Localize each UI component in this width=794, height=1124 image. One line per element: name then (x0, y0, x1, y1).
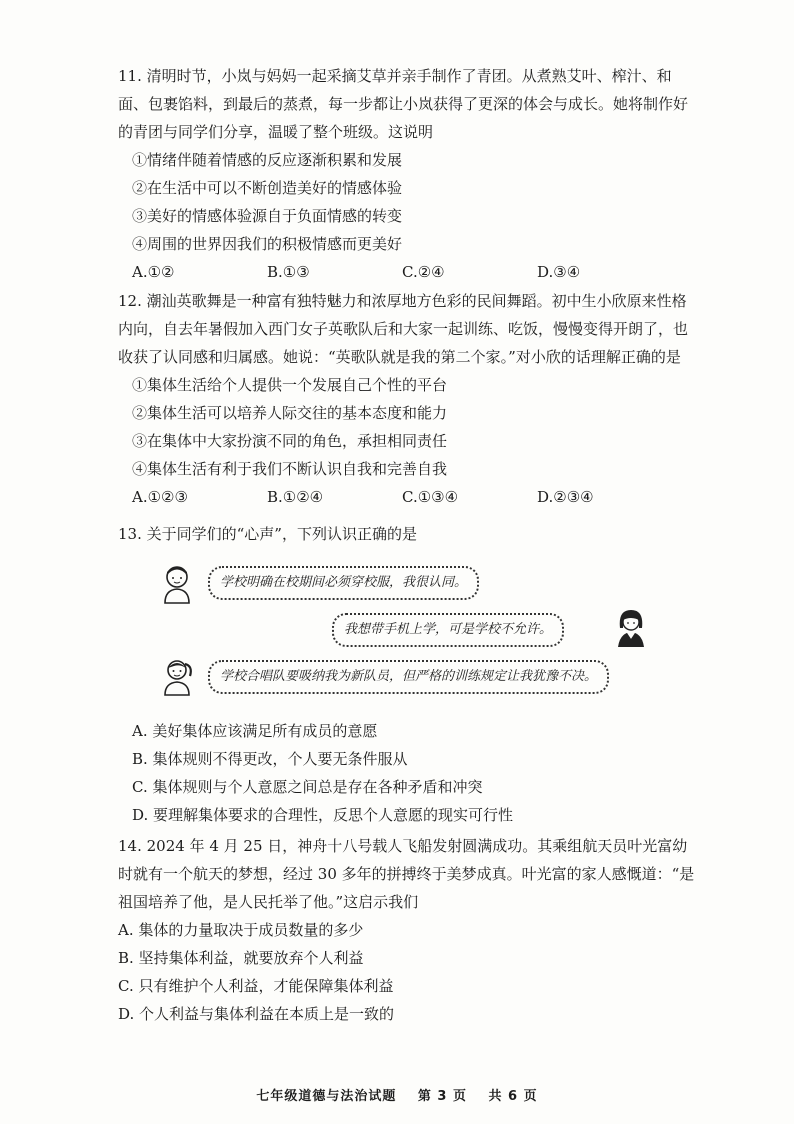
page-footer (0, 1085, 794, 1104)
statement-option: ④周围的世界因我们的积极情感而更美好 (132, 235, 403, 253)
choice-d[interactable]: D. 要理解集体要求的合理性，反思个人意愿的现实可行性 (132, 806, 514, 824)
ponytail-girl-avatar-icon (160, 656, 194, 696)
speech-bubble-uniform: 学校明确在校期间必须穿校服，我很认同。 (208, 566, 479, 600)
question-stem: 11. 清明时节，小岚与妈妈一起采摘艾草并亲手制作了青团。从煮熟艾叶、榨汁、和面、包裹馅料，到最后的蒸煮，每一步都让小岚获得了更深的体会与成长。她将制作好的青团与同学们分享，温暖了整个班级。这说明 (118, 67, 689, 141)
question-11 (118, 62, 698, 286)
question-stem: 14. 2024 年 4 月 25 日，神舟十八号载人飞船发射圆满成功。其乘组航天员叶光富幼时就有一个航天的梦想，经过 30 多年的拼搏终于美梦成真。叶光富的家人感慨道：“是祖国培养了他，是人民托举了他。”这启示我们 (118, 837, 695, 911)
statement-option: ①情绪伴随着情感的反应逐渐积累和发展 (132, 151, 403, 169)
choice-b[interactable]: B. 集体规则不得更改，个人要无条件服从 (132, 750, 408, 768)
footer-total-pages: 共 6 页 (488, 1089, 538, 1104)
choice-c[interactable]: C. 集体规则与个人意愿之间总是存在各种矛盾和冲突 (132, 778, 483, 796)
footer-subject: 七年级道德与法治试题 (256, 1089, 397, 1104)
choice-a[interactable]: A. 美好集体应该满足所有成员的意愿 (132, 722, 378, 740)
speech-bubble-choir: 学校合唱队要吸纳我为新队员，但严格的训练规定让我犹豫不决。 (208, 660, 609, 694)
choice-d[interactable]: D. 个人利益与集体利益在本质上是一致的 (118, 1005, 395, 1023)
choice-a[interactable]: A. 集体的力量取决于成员数量的多少 (118, 921, 364, 939)
answer-choices (118, 258, 698, 286)
statement-option: ③美好的情感体验源自于负面情感的转变 (132, 207, 403, 225)
choice-c[interactable]: C. 只有维护个人利益，才能保障集体利益 (118, 977, 394, 995)
choice-b[interactable]: B. 坚持集体利益，就要放弃个人利益 (118, 949, 364, 967)
statement-option: ②在生活中可以不断创造美好的情感体验 (132, 179, 403, 197)
statement-option: ②集体生活可以培养人际交往的基本态度和能力 (132, 404, 448, 422)
choice-a[interactable]: A.①② (132, 263, 175, 281)
question-12 (118, 287, 698, 511)
dialog-illustration (160, 560, 650, 700)
question-stem: 13. 关于同学们的“心声”，下列认识正确的是 (118, 525, 417, 543)
boy-avatar-icon (160, 564, 194, 604)
choice-a[interactable]: A.①②③ (132, 488, 188, 506)
answer-choices (118, 483, 698, 511)
statement-option: ③在集体中大家扮演不同的角色，承担相同责任 (132, 432, 448, 450)
question-stem: 12. 潮汕英歌舞是一种富有独特魅力和浓厚地方色彩的民间舞蹈。初中生小欣原来性格内向，自去年暑假加入西门女子英歌队后和大家一起训练、吃饭，慢慢变得开朗了，也收获了认同感和归属感。她说：“英歌队就是我的第二个家。”对小欣的话理解正确的是 (118, 292, 689, 366)
statement-option: ④集体生活有利于我们不断认识自我和完善自我 (132, 460, 448, 478)
choice-b[interactable]: B.①②④ (267, 488, 324, 506)
statement-option: ①集体生活给个人提供一个发展自己个性的平台 (132, 376, 448, 394)
footer-page-number: 第 3 页 (417, 1089, 467, 1104)
choice-b[interactable]: B.①③ (267, 263, 310, 281)
speech-bubble-phone: 我想带手机上学，可是学校不允许。 (332, 613, 564, 647)
girl-avatar-icon (614, 608, 648, 648)
choice-d[interactable]: D.②③④ (537, 488, 594, 506)
question-13-choices (118, 717, 698, 829)
choice-d[interactable]: D.③④ (537, 263, 581, 281)
choice-c[interactable]: C.②④ (402, 263, 445, 281)
choice-c[interactable]: C.①③④ (402, 488, 459, 506)
question-13 (118, 520, 698, 548)
question-14 (118, 832, 698, 1028)
